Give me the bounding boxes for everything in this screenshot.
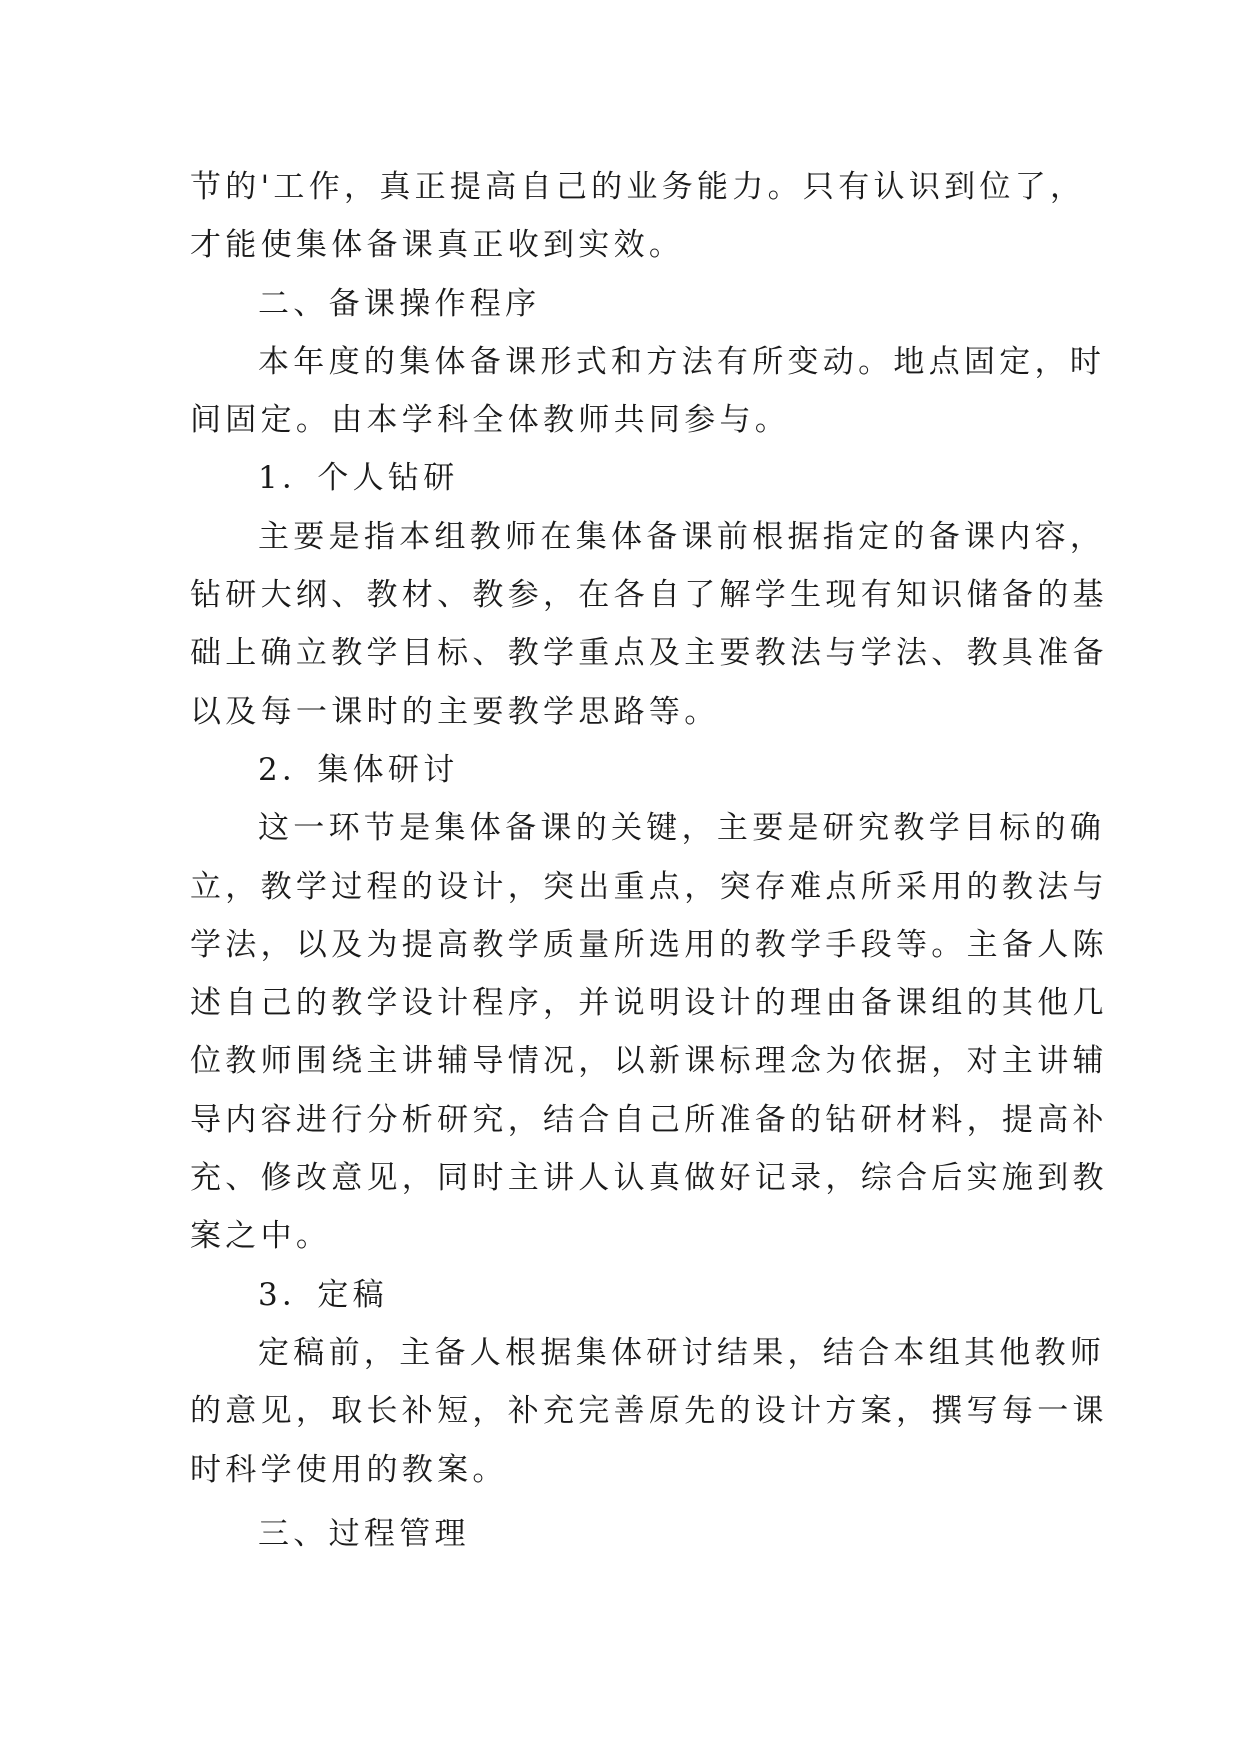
subsection-heading: 3．定稿 (258, 1276, 388, 1313)
text-line: 时科学使用的教案。 (190, 1451, 508, 1488)
text-line: 的意见，取长补短，补充完善原先的设计方案，撰写每一课 (190, 1393, 1108, 1430)
text-line: 充、修改意见，同时主讲人认真做好记录，综合后实施到教 (190, 1160, 1108, 1197)
text-line: 定稿前，主备人根据集体研讨结果，结合本组其他教师 (258, 1334, 1106, 1371)
text-line: 导内容进行分析研究，结合自己所准备的钻研材料，提高补 (190, 1101, 1108, 1138)
subsection-heading: 2．集体研讨 (258, 751, 459, 788)
text-line: 钻研大纲、教材、教参，在各自了解学生现有知识储备的基 (190, 577, 1108, 614)
section-heading: 三、过程管理 (258, 1515, 470, 1552)
text-line: 节的'工作，真正提高自己的业务能力。只有认识到位了， (190, 169, 1086, 205)
subsection-heading: 1．个人钻研 (258, 460, 459, 497)
section-heading: 二、备课操作程序 (258, 285, 541, 322)
text-line: 主要是指本组教师在集体备课前根据指定的备课内容， (258, 518, 1106, 555)
text-line: 述自己的教学设计程序，并说明设计的理由备课组的其他几 (190, 985, 1108, 1022)
text-line: 立，教学过程的设计，突出重点，突存难点所采用的教法与 (190, 868, 1108, 905)
text-line: 案之中。 (190, 1218, 332, 1255)
text-line: 才能使集体备课真正收到实效。 (190, 227, 685, 264)
text-line: 本年度的集体备课形式和方法有所变动。地点固定，时 (258, 343, 1106, 380)
document-body (190, 158, 1108, 1563)
text-line: 位教师围绕主讲辅导情况，以新课标理念为依据，对主讲辅 (190, 1043, 1108, 1080)
text-line: 学法，以及为提高教学质量所选用的教学手段等。主备人陈 (190, 926, 1108, 963)
text-line: 以及每一课时的主要教学思路等。 (190, 693, 720, 730)
text-line: 这一环节是集体备课的关键，主要是研究教学目标的确 (258, 810, 1106, 847)
text-line: 础上确立教学目标、教学重点及主要教法与学法、教具准备 (190, 635, 1108, 672)
text-line: 间固定。由本学科全体教师共同参与。 (190, 402, 791, 439)
